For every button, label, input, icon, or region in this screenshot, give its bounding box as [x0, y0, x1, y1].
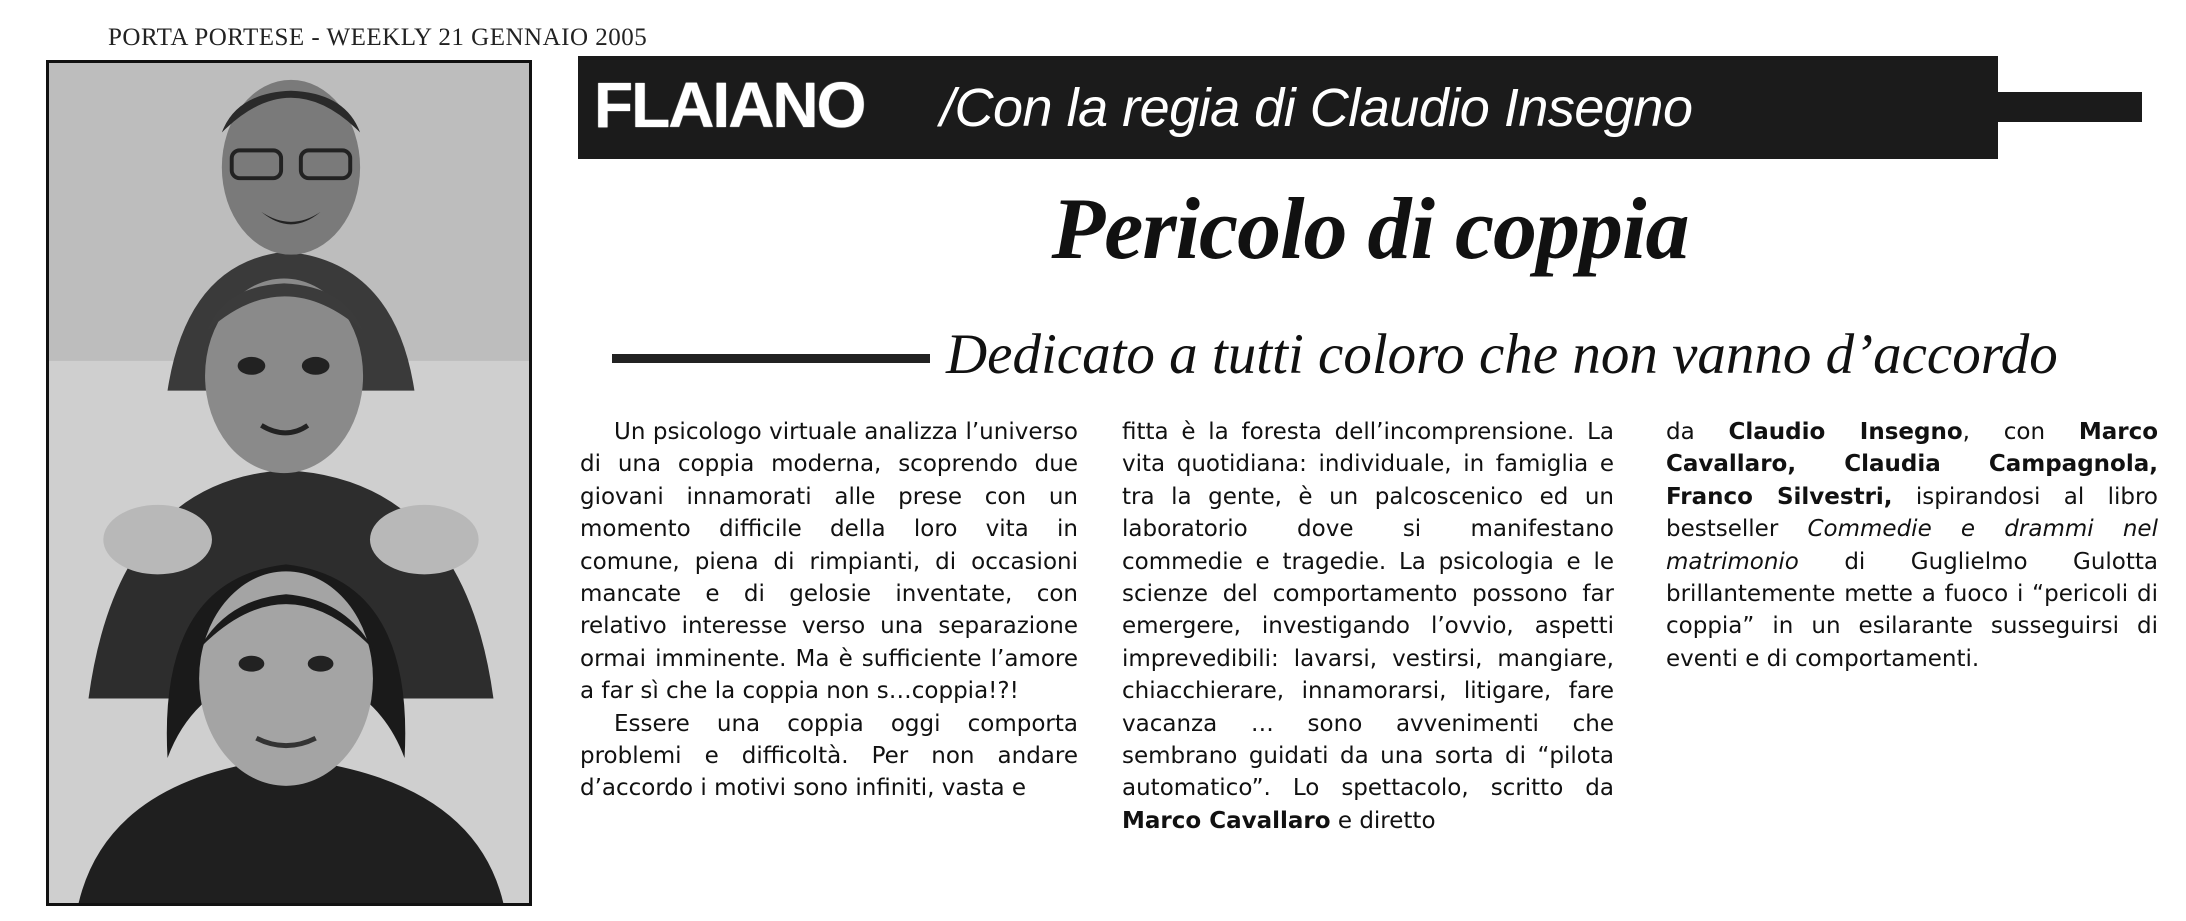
text-run: fitta è la foresta dell’incomprensione. La vita quotidiana: individuale, in famiglia e tra la gente, è un palcoscenico ed un laboratorio dove si manifestano commedie e tragedie. La psicologia e le scienze del comportamento possono far emergere, investigando l’ovvio, aspetti imprevedibili: lavarsi, vestirsi, mangiare, chiacchierare, innamorarsi, litigare, fare vacanza … sono avvenimenti che sembrano guidati da una sorta di “pilota automatico”. Lo spettacolo, scritto da — [1122, 419, 1614, 802]
headline: Pericolo di coppia — [1051, 181, 1689, 278]
paragraph — [1666, 416, 2158, 675]
subhead-rule — [612, 354, 930, 363]
book-title: Commedie e drammi nel matrimonio — [1666, 516, 2158, 575]
banner-kicker: FLAIANO — [594, 69, 865, 141]
article-column-1 — [580, 416, 1078, 805]
masthead: PORTA PORTESE - WEEKLY 21 GENNAIO 2005 — [108, 24, 648, 51]
text-run: , con — [1962, 419, 2079, 445]
cast-photo — [46, 60, 532, 906]
section-banner — [578, 56, 2142, 159]
author-name: Marco Cavallaro — [1122, 807, 1331, 834]
subheadline: Dedicato a tutti coloro che non vanno d’accordo — [946, 323, 2058, 386]
text-run: e diretto — [1330, 807, 1436, 834]
text-run: da — [1666, 419, 1729, 445]
text-run: di Guglielmo Gulotta brillantemente mette a fuoco i “pericoli di coppia” in un esilarante susseguirsi di eventi e di comportamenti. — [1666, 548, 2158, 672]
article-column-3 — [1666, 416, 2158, 675]
text-run: ispirandosi al libro bestseller — [1666, 483, 2158, 543]
paragraph: Essere una coppia oggi comporta problemi e difficoltà. Per non andare d’accordo i motivi sono infiniti, vasta e — [580, 710, 1078, 802]
paragraph: Un psicologo virtuale analizza l’universo di una coppia moderna, scoprendo due giovani innamorati alle prese con un momento difficile della loro vita in comune, piena di rimpianti, di occasioni mancate e di gelosie inventate, con relativo interesse verso una separazione ormai imminente. Ma è sufficiente l’amore a far sì che la coppia non s…coppia!?! — [580, 419, 1078, 705]
cast-names: Marco Cavallaro, Claudia Campagnola, Franco Silvestri, — [1666, 419, 2158, 510]
article-column-2 — [1122, 416, 1614, 837]
paragraph — [1122, 416, 1614, 837]
director-name: Claudio Insegno — [1728, 419, 1963, 445]
banner-bar-tail — [1998, 92, 2142, 122]
banner-subtitle: /Con la regia di Claudio Insegno — [940, 78, 1693, 138]
